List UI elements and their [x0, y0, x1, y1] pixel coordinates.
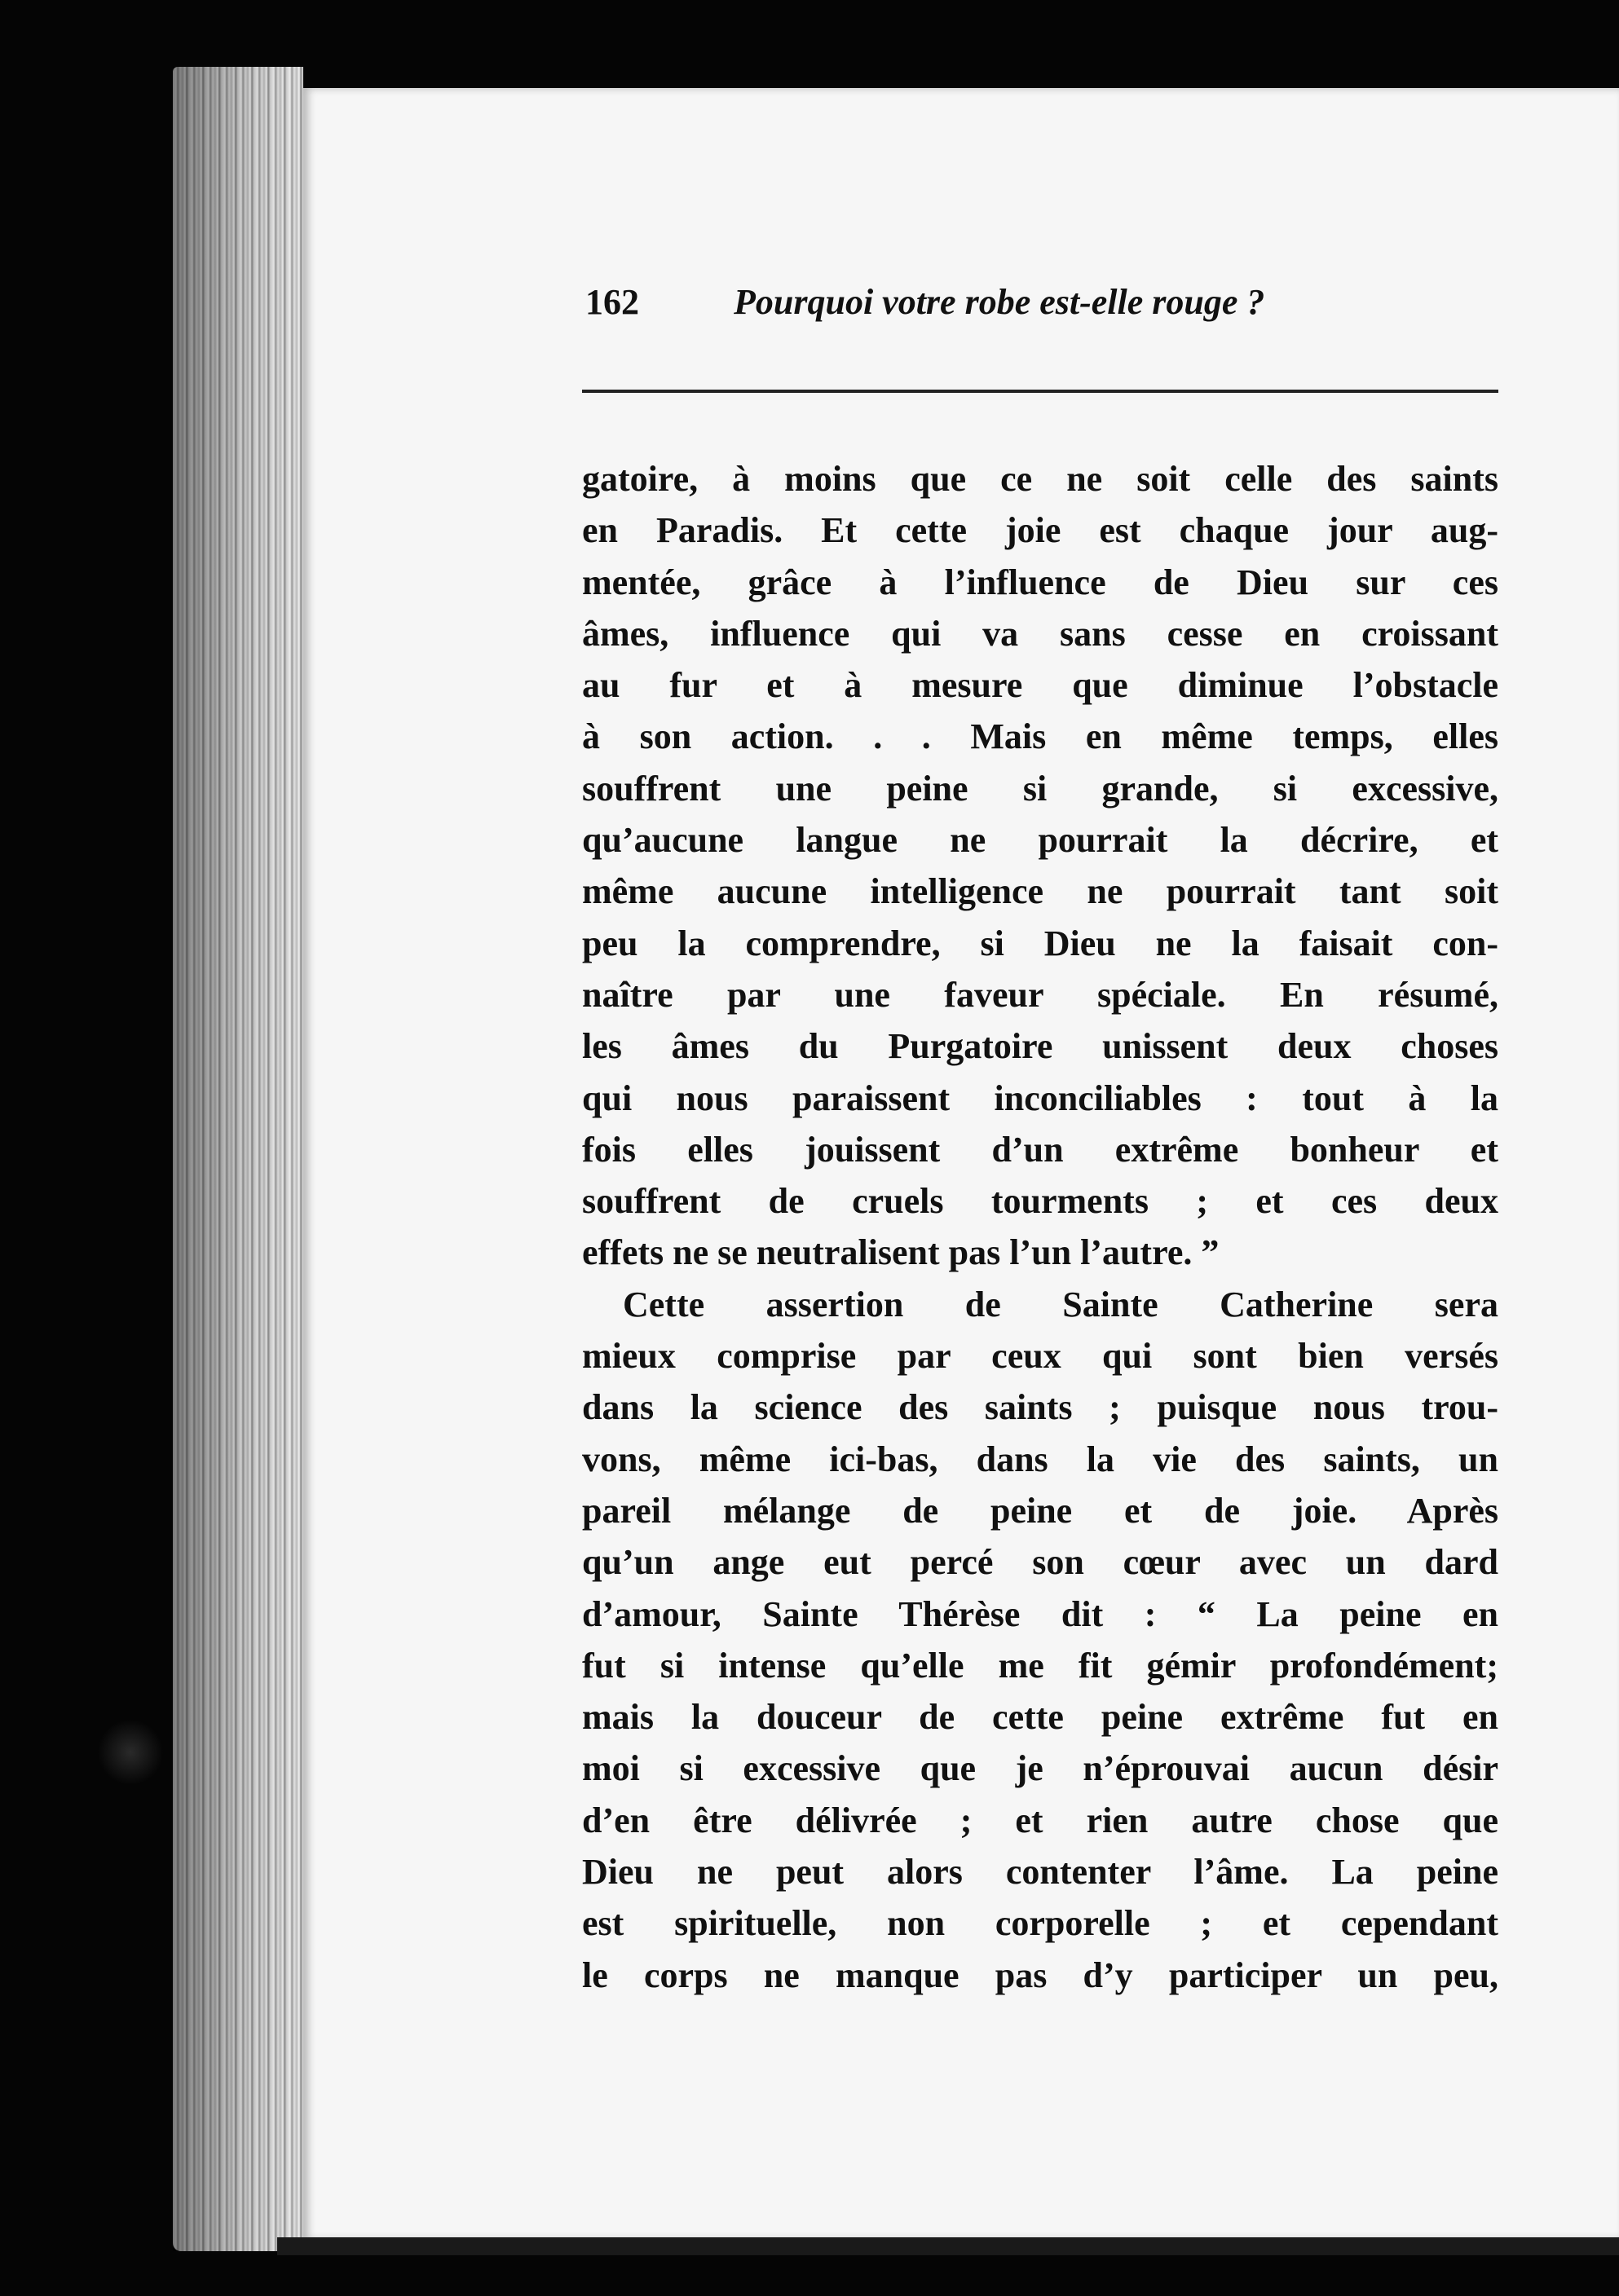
text-line: Dieu ne peut alors contenter l’âme. La peine	[582, 1852, 1498, 1893]
text-line: âmes, influence qui va sans cesse en croissant	[582, 613, 1498, 654]
text-line: naître par une faveur spéciale. En résumé,	[582, 974, 1498, 1015]
text-line: peu la comprendre, si Dieu ne la faisait con-	[582, 923, 1498, 963]
text-line: Cette assertion de Sainte Catherine sera	[623, 1284, 1498, 1324]
text-line: mais la douceur de cette peine extrême fut en	[582, 1697, 1498, 1738]
header-rule	[582, 390, 1498, 393]
running-title: Pourquoi votre robe est-elle rouge ?	[734, 282, 1265, 322]
page-edges-shadow	[173, 67, 303, 2251]
text-line: le corps ne manque pas d’y participer un peu,	[582, 1954, 1498, 1995]
page-bottom-shadow	[277, 2237, 1619, 2255]
text-line: même aucune intelligence ne pourrait tant soit	[582, 871, 1498, 912]
text-line: fut si intense qu’elle me fit gémir profondément;	[582, 1645, 1498, 1686]
text-line: effets ne se neutralisent pas l’un l’autre. ”	[582, 1232, 1220, 1273]
text-line: qu’aucune langue ne pourrait la décrire, et	[582, 820, 1498, 861]
page-number: 162	[585, 282, 639, 322]
body-text	[582, 453, 1498, 2001]
text-line: d’amour, Sainte Thérèse dit : “ La peine en	[582, 1593, 1498, 1634]
text-line: gatoire, à moins que ce ne soit celle des saints	[582, 459, 1498, 499]
text-line: les âmes du Purgatoire unissent deux choses	[582, 1026, 1498, 1067]
text-line: qu’un ange eut percé son cœur avec un dard	[582, 1542, 1498, 1583]
text-line: au fur et à mesure que diminue l’obstacle	[582, 665, 1498, 706]
text-line: souffrent une peine si grande, si excessive,	[582, 768, 1498, 809]
page-header	[585, 281, 1498, 346]
text-line: mieux comprise par ceux qui sont bien versés	[582, 1336, 1498, 1377]
text-line: fois elles jouissent d’un extrême bonheur et	[582, 1129, 1498, 1170]
text-line: dans la science des saints ; puisque nous trou-	[582, 1387, 1498, 1428]
text-line: vons, même ici-bas, dans la vie des saints, un	[582, 1439, 1498, 1479]
text-line: qui nous paraissent inconciliables : tout à la	[582, 1077, 1498, 1118]
text-line: est spirituelle, non corporelle ; et cependant	[582, 1903, 1498, 1944]
text-line: mentée, grâce à l’influence de Dieu sur ces	[582, 562, 1498, 602]
text-line: souffrent de cruels tourments ; et ces deux	[582, 1181, 1498, 1222]
text-line: pareil mélange de peine et de joie. Après	[582, 1490, 1498, 1531]
text-line: moi si excessive que je n’éprouvai aucun désir	[582, 1748, 1498, 1789]
text-line: d’en être délivrée ; et rien autre chose que	[582, 1800, 1498, 1840]
text-line: à son action. . . Mais en même temps, elles	[582, 716, 1498, 757]
text-line: en Paradis. Et cette joie est chaque jour aug-	[582, 510, 1498, 551]
